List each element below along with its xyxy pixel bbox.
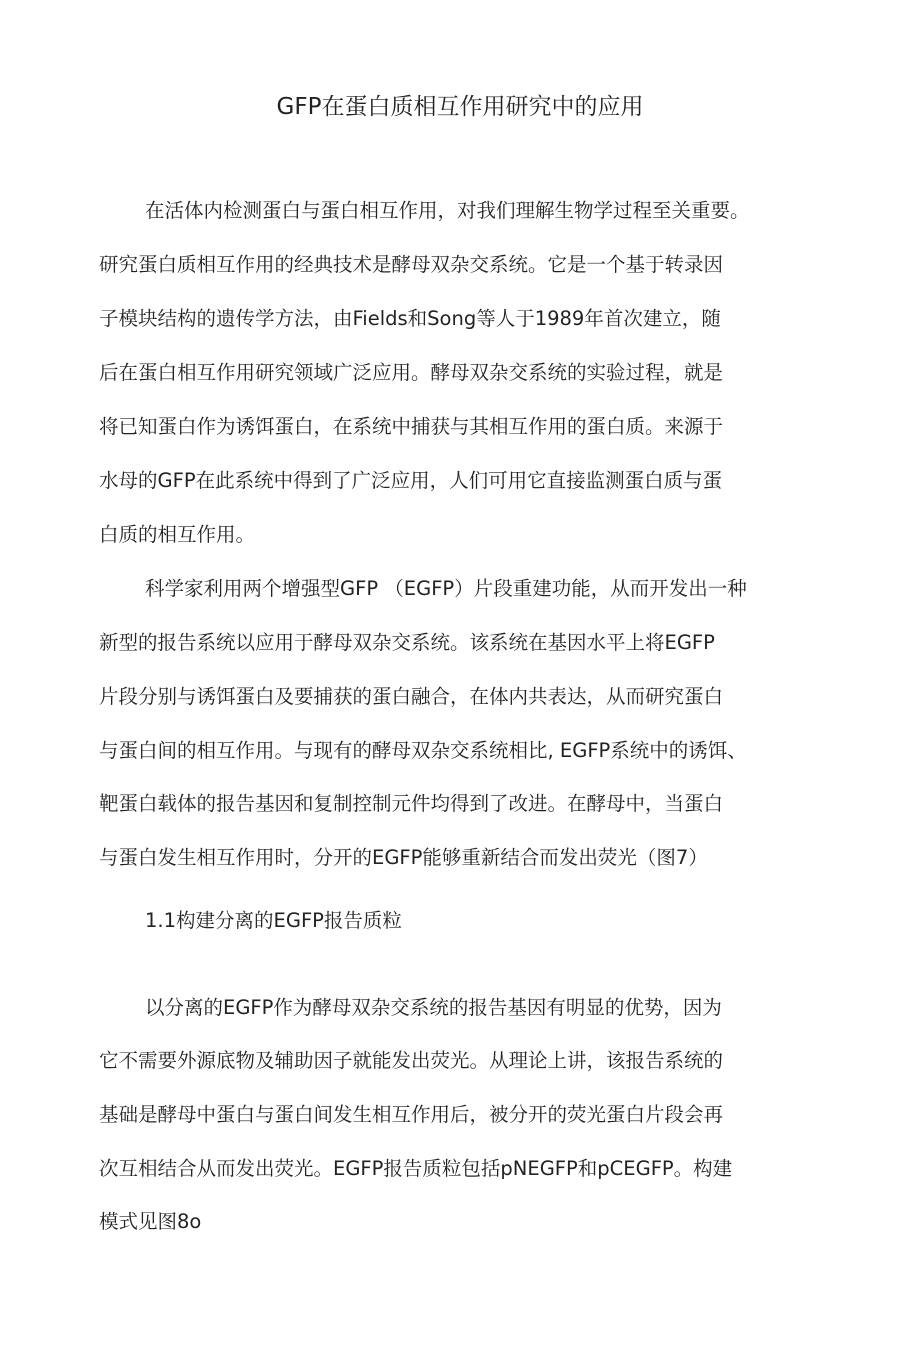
paragraph-2-line-6: 与蛋白发生相互作用时，分开的EGFP能够重新结合而发出荧光（图7） <box>99 846 708 869</box>
paragraph-2-line-4: 与蛋白间的相互作用。与现有的酵母双杂交系统相比, EGFP系统中的诱饵、 <box>99 739 747 762</box>
paragraph-2-line-5: 靶蛋白载体的报告基因和复制控制元件均得到了改进。在酵母中，当蛋白 <box>99 792 724 815</box>
paragraph-3-line-2: 它不需要外源底物及辅助因子就能发出荧光。从理论上讲，该报告系统的 <box>99 1049 724 1072</box>
section-heading: 1.1构建分离的EGFP报告质粒 <box>145 909 402 932</box>
paragraph-1-line-1: 在活体内检测蛋白与蛋白相互作用，对我们理解生物学过程至关重要。 <box>145 199 750 222</box>
paragraph-1-line-4: 后在蛋白相互作用研究领域广泛应用。酵母双杂交系统的实验过程，就是 <box>99 361 724 384</box>
paragraph-2-line-3: 片段分别与诱饵蛋白及要捕获的蛋白融合，在体内共表达，从而研究蛋白 <box>99 685 724 708</box>
paragraph-3-line-3: 基础是酵母中蛋白与蛋白间发生相互作用后，被分开的荧光蛋白片段会再 <box>99 1103 724 1126</box>
paragraph-3-line-1: 以分离的EGFP作为酵母双杂交系统的报告基因有明显的优势，因为 <box>145 996 722 1019</box>
paragraph-1-line-7: 白质的相互作用。 <box>99 523 256 546</box>
paragraph-2-line-2: 新型的报告系统以应用于酵母双杂交系统。该系统在基因水平上将EGFP <box>99 631 715 654</box>
document-title: GFP在蛋白质相互作用研究中的应用 <box>276 94 644 120</box>
paragraph-1-line-2: 研究蛋白质相互作用的经典技术是酵母双杂交系统。它是一个基于转录因 <box>99 253 724 276</box>
paragraph-3-line-4: 次互相结合从而发出荧光。EGFP报告质粒包括pNEGFP和pCEGFP。构建 <box>99 1157 733 1180</box>
paragraph-3-line-5: 模式见图8o <box>99 1210 202 1233</box>
paragraph-1-line-5: 将已知蛋白作为诱饵蛋白，在系统中捕获与其相互作用的蛋白质。来源于 <box>99 415 724 438</box>
paragraph-1-line-3: 子模块结构的遗传学方法，由Fields和Song等人于1989年首次建立，随 <box>99 307 721 330</box>
paragraph-1-line-6: 水母的GFP在此系统中得到了广泛应用，人们可用它直接监测蛋白质与蛋 <box>99 469 723 492</box>
paragraph-2-line-1: 科学家利用两个增强型GFP （EGFP）片段重建功能，从而开发出一种 <box>145 577 747 600</box>
